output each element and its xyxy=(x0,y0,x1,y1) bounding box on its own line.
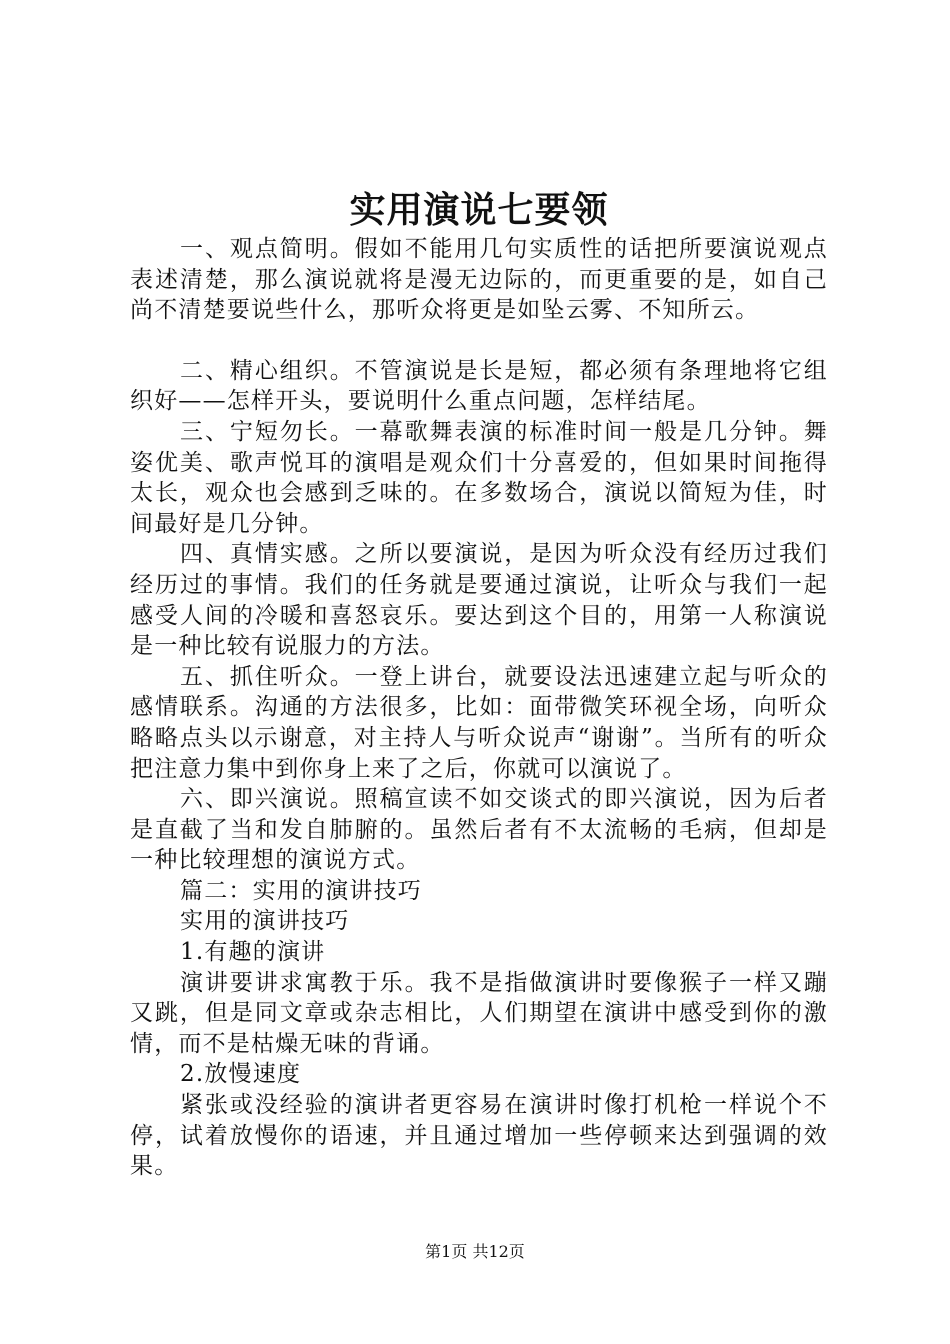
paragraph-point-6: 六、即兴演说。照稿宣读不如交谈式的即兴演说，因为后者是直截了当和发自肺腑的。虽然后者有不太流畅的毛病，但却是一种比较理想的演说方式。 xyxy=(130,786,828,874)
section-subtitle: 实用的演讲技巧 xyxy=(180,908,350,935)
tip-heading-2: 2.放慢速度 xyxy=(180,1061,302,1088)
page-footer: 第1页 共12页 xyxy=(425,1242,525,1261)
paragraph-point-2: 二、精心组织。不管演说是长是短，都必须有条理地将它组织好——怎样开头，要说明什么重点问题，怎样结尾。 xyxy=(130,357,828,415)
document-page xyxy=(130,0,828,1344)
document-body xyxy=(130,234,828,1182)
tip-paragraph-2: 紧张或没经验的演讲者更容易在演讲时像打机枪一样说个不停，试着放慢你的语速，并且通过增加一些停顿来达到强调的效果。 xyxy=(130,1092,828,1180)
paragraph-point-3: 三、宁短勿长。一幕歌舞表演的标准时间一般是几分钟。舞姿优美、歌声悦耳的演唱是观众们十分喜爱的，但如果时间拖得太长，观众也会感到乏味的。在多数场合，演说以简短为佳，时间最好是几分钟。 xyxy=(130,418,828,537)
paragraph-point-5: 五、抓住听众。一登上讲台，就要设法迅速建立起与听众的感情联系。沟通的方法很多，比如：面带微笑环视全场，向听众略略点头以示谢意，对主持人与听众说声“谢谢”。当所有的听众把注意力集中到你身上来了之后，你就可以演说了。 xyxy=(130,663,828,782)
tip-paragraph-1: 演讲要讲求寓教于乐。我不是指做演讲时要像猴子一样又蹦又跳，但是同文章或杂志相比，人们期望在演讲中感受到你的激情，而不是枯燥无味的背诵。 xyxy=(130,969,828,1057)
document-title: 实用演说七要领 xyxy=(349,189,609,231)
tip-heading-1: 1.有趣的演讲 xyxy=(180,939,326,966)
paragraph-point-1: 一、观点简明。假如不能用几句实质性的话把所要演说观点表述清楚，那么演说就将是漫无边际的，而更重要的是，如自己尚不清楚要说些什么，那听众将更是如坠云雾、不知所云。 xyxy=(130,236,828,324)
section-heading: 篇二：实用的演讲技巧 xyxy=(180,877,422,904)
paragraph-point-4: 四、真情实感。之所以要演说，是因为听众没有经历过我们经历过的事情。我们的任务就是要通过演说，让听众与我们一起感受人间的冷暖和喜怒哀乐。要达到这个目的，用第一人称演说是一种比较有说服力的方法。 xyxy=(130,541,828,660)
